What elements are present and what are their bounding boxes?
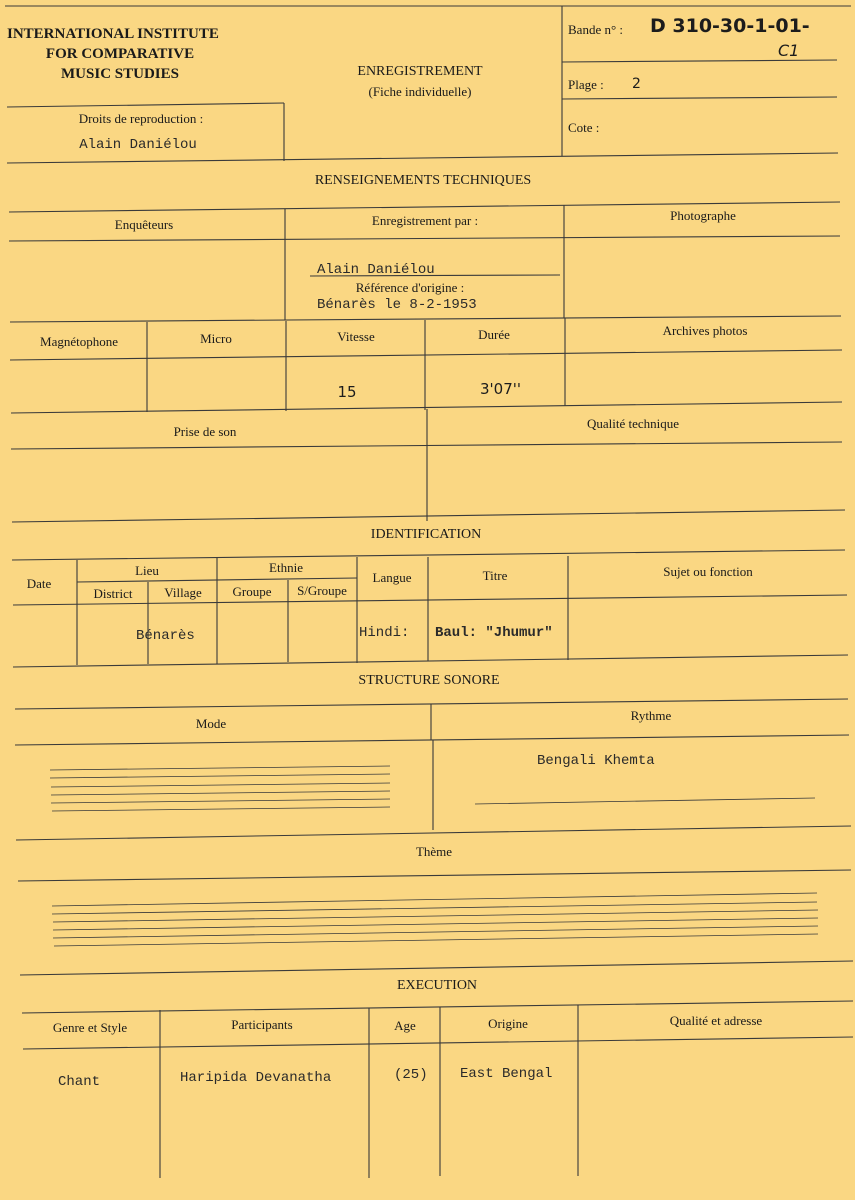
district-label: District (93, 586, 133, 601)
ethnie-label: Ethnie (269, 560, 303, 575)
prise-de-son-label: Prise de son (173, 424, 237, 439)
recorded-by-value: Alain Daniélou (317, 262, 435, 278)
duree-value: 3'07'' (480, 380, 522, 398)
age-value: (25) (394, 1067, 428, 1083)
bande-value-suffix: C1 (778, 41, 800, 60)
genre-label: Genre et Style (52, 1020, 128, 1035)
lieu-value: Bénarès (136, 628, 195, 644)
cote-label: Cote : (568, 120, 600, 135)
plage-label: Plage : (568, 77, 604, 92)
rythme-value: Bengali Khemta (537, 753, 655, 769)
identification-section-title: IDENTIFICATION (370, 527, 482, 542)
lieu-label: Lieu (135, 563, 159, 578)
archives-label: Archives photos (662, 323, 748, 338)
structure-section-title: STRUCTURE SONORE (358, 673, 500, 688)
participants-value: Haripida Devanatha (180, 1070, 332, 1086)
titre-value: Baul: "Jhumur" (435, 625, 553, 641)
institute-name-line-3: MUSIC STUDIES (61, 66, 179, 82)
technical-section-title: RENSEIGNEMENTS TECHNIQUES (314, 173, 532, 188)
sgroupe-label: S/Groupe (297, 583, 347, 598)
qualite-technique-label: Qualité technique (586, 416, 680, 431)
langue-label: Langue (372, 570, 412, 585)
plage-value: 2 (632, 76, 641, 92)
titre-label: Titre (482, 568, 508, 583)
institute-name-line-2: FOR COMPARATIVE (45, 46, 195, 62)
rythme-label: Rythme (630, 708, 672, 723)
rights-value: Alain Daniélou (79, 137, 197, 153)
village-label: Village (164, 585, 202, 600)
langue-value: Hindi: (359, 625, 410, 641)
reference-value: Bénarès le 8-2-1953 (317, 297, 477, 313)
bande-label: Bande n° : (568, 22, 624, 37)
theme-label: Thème (415, 844, 453, 859)
date-label: Date (26, 576, 52, 591)
institute-name-line-1: INTERNATIONAL INSTITUTE (7, 26, 219, 42)
mode-label: Mode (195, 716, 227, 731)
rights-label: Droits de reproduction : (78, 111, 204, 126)
enqueteurs-label: Enquêteurs (114, 217, 174, 232)
enregistrement-label: Enregistrement par : (371, 213, 479, 228)
origine-value: East Bengal (460, 1066, 553, 1082)
form-title: ENREGISTREMENT (357, 64, 483, 79)
genre-value: Chant (58, 1074, 101, 1090)
duree-label: Durée (478, 327, 510, 342)
reference-label: Référence d'origine : (355, 280, 465, 295)
groupe-label: Groupe (232, 584, 272, 599)
photographe-label: Photographe (670, 208, 736, 223)
bande-value: D 310-30-1-01- (650, 15, 810, 37)
vitesse-label: Vitesse (337, 329, 375, 344)
micro-label: Micro (200, 331, 232, 346)
participants-label: Participants (231, 1017, 293, 1032)
qualite-adresse-label: Qualité et adresse (669, 1013, 763, 1028)
origine-label: Origine (488, 1016, 528, 1031)
form-subtitle: (Fiche individuelle) (368, 84, 472, 99)
magnetophone-label: Magnétophone (40, 334, 118, 349)
sujet-label: Sujet ou fonction (663, 564, 753, 579)
vitesse-value: 15 (337, 383, 357, 401)
age-label: Age (394, 1018, 416, 1033)
execution-section-title: EXECUTION (396, 978, 478, 993)
